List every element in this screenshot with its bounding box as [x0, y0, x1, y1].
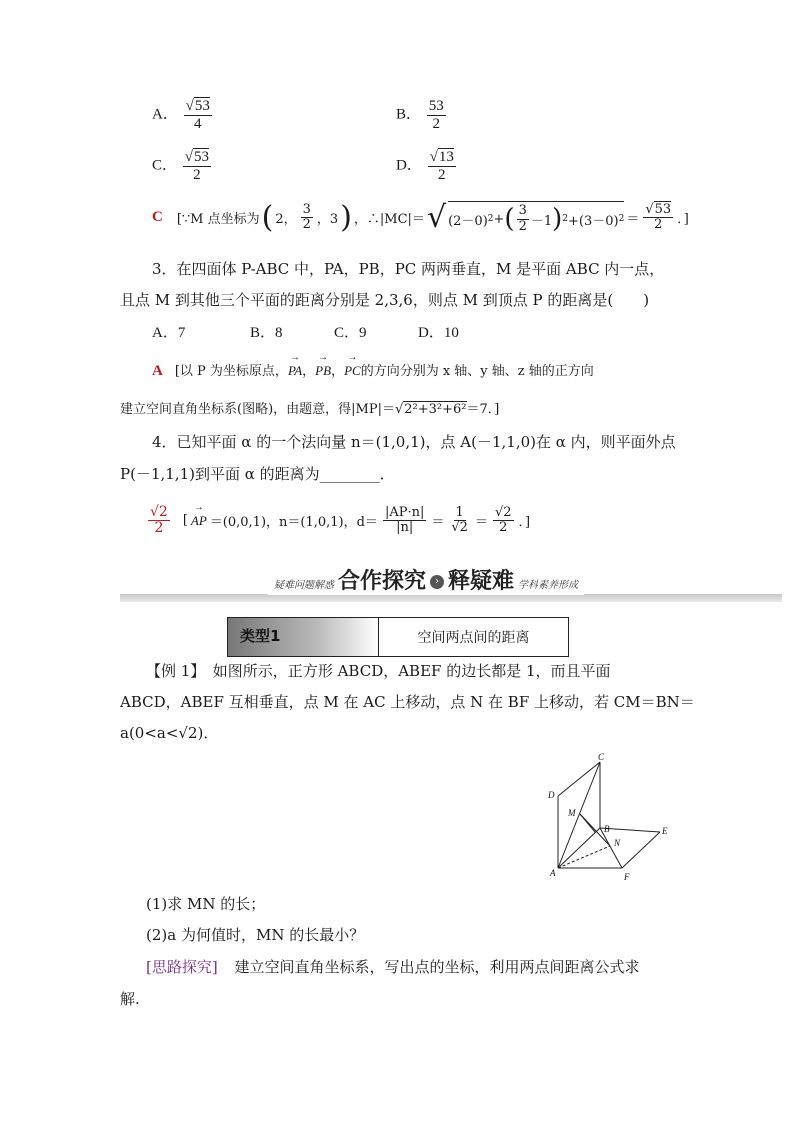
answer-4-eq1: ＝: [431, 515, 445, 531]
label-f: F: [624, 872, 630, 882]
answer-4-f2-num: 1: [455, 505, 464, 521]
banner-right-small: 学科素养形成: [518, 580, 579, 591]
choice-d-label: D．: [396, 157, 422, 174]
vector-pb: → PB: [315, 363, 331, 379]
answer-3-text1: [以 P 为坐标原点，: [174, 364, 288, 379]
edge-ab: [558, 828, 600, 868]
answer-4-f1-den: |n|: [396, 520, 414, 536]
choice-d-den: 2: [437, 166, 446, 183]
choice-c-den: 2: [193, 166, 201, 183]
label-b: B: [604, 824, 610, 834]
type-tag-label: 类型1: [240, 627, 281, 645]
part-1: (1)求 MN 的长；: [146, 895, 266, 913]
answer-4-f3-den: 2: [499, 520, 508, 536]
edge-fe: [622, 832, 660, 868]
vector-pa: → PA: [288, 363, 302, 379]
section-banner-rule: [120, 594, 782, 602]
answer-4-f2-den: √2: [451, 520, 468, 536]
answer-4-end: ．]: [518, 515, 531, 531]
answer-3-text4: ＝7．]: [466, 402, 500, 417]
choice-b: [396, 98, 448, 132]
banner-main1: 合作探究: [338, 569, 427, 594]
answer-2-text2: ，∴|MC|＝: [353, 212, 425, 227]
choice-b-label: B．: [396, 106, 422, 123]
answer-2-rad1: (2－0): [448, 213, 488, 229]
answer-2-end: ．]: [677, 212, 689, 227]
answer-4: [146, 505, 530, 537]
hint-tag: [思路探究]: [146, 958, 218, 976]
question-4-line1: 4．已知平面 α 的一个法向量 n＝(1,0,1)，点 A(－1,1,0)在 α 内，则平面外点: [152, 433, 676, 451]
answer-4-num: √2: [150, 504, 168, 520]
answer-2-coord-den: 2: [302, 217, 311, 232]
type-title: 空间两点间的距离: [417, 630, 530, 646]
answer-2-rad3: －1: [530, 213, 553, 229]
type-tag: [228, 618, 379, 656]
question-3-opt-a: A．7: [152, 325, 186, 341]
part-2: (2)a 为何值时，MN 的长最小？: [146, 926, 365, 944]
edge-ca: [558, 762, 600, 868]
choice-a-den: 4: [193, 115, 202, 132]
answer-2-coord-b: ，3: [316, 212, 339, 227]
hint-text1: 建立空间直角坐标系，写出点的坐标，利用两点间距离公式求: [234, 958, 640, 976]
question-3-opt-c: C．9: [334, 325, 367, 341]
label-c: C: [598, 752, 605, 762]
label-m: M: [568, 808, 576, 818]
answer-4-f1-num: |AP·n|: [384, 505, 425, 521]
answer-4-bracket: [: [182, 513, 188, 529]
choice-b-den: 2: [432, 115, 441, 132]
answer-2-coord-num: 3: [302, 201, 311, 217]
question-3-opt-d: D．10: [418, 325, 459, 341]
answer-3-line1: A [以 P 为坐标原点，→ PA，→ PB，→ PC的方向分别为 x 轴、y 轴、z 轴的正方向: [152, 360, 594, 380]
answer-3-line2: 建立空间直角坐标系(图略)，由题意，得|MP|＝√2²+3²+6²＝7．]: [120, 402, 500, 417]
answer-2-rad2: +: [493, 211, 505, 227]
choice-b-num: 53: [428, 98, 444, 114]
choice-c: [152, 149, 213, 183]
choice-d-num: 13: [438, 149, 454, 165]
answer-4-text: ＝(0,0,1)，n＝(1,0,1)，d＝: [209, 515, 378, 531]
choice-c-label: C．: [152, 157, 178, 174]
hint-line2: 解.: [120, 990, 140, 1008]
question-3-line1: 3．在四面体 P-ABC 中，PA，PB，PC 两两垂直，M 是平面 ABC 内一点，: [152, 260, 665, 278]
answer-2-radicand: (2－0) 2 + ( $\frac{3}{2}$ －1 ) 2 +(3－0) 2: [448, 201, 624, 234]
example-1-line1: 【例 1】 如图所示，正方形 ABCD，ABEF 的边长都是 1，而且平面: [146, 662, 611, 680]
cube-figure: [540, 752, 680, 882]
choice-a-num: 53: [194, 98, 210, 114]
answer-2-coord-a: 2，: [275, 212, 297, 227]
edge-bf: [600, 828, 622, 868]
choice-c-frac: $\frac{√53}{2}$: [184, 149, 209, 183]
answer-4-f3-num: √2: [494, 505, 512, 521]
label-d: D: [548, 790, 555, 800]
banner-arrow-icon: ›: [430, 575, 444, 589]
answer-2-res-num: 53: [654, 201, 672, 217]
type-box: [227, 617, 569, 657]
answer-4-den: 2: [154, 520, 164, 537]
choice-d: [396, 149, 458, 183]
answer-3-radicand: 2²+3²+6²: [404, 402, 467, 417]
section-banner: [268, 564, 584, 595]
hint-line1: [146, 956, 640, 977]
example-1-line2: ABCD，ABEF 互相垂直，点 M 在 AC 上移动，点 N 在 BF 上移动，若 CM＝BN＝: [120, 693, 695, 711]
choice-b-frac: [427, 98, 446, 132]
vector-pc: → PC: [344, 363, 361, 379]
choice-a: [152, 98, 214, 132]
answer-2-letter: C: [152, 209, 163, 225]
vector-ap: → AP: [191, 513, 207, 529]
choice-d-frac: $\frac{√13}{2}$: [429, 149, 454, 183]
answer-2-rad-num: 3: [518, 203, 527, 219]
answer-2-rad-den: 2: [518, 218, 527, 234]
segment-m-aux: [580, 814, 595, 832]
question-3-opt-b: B．8: [250, 325, 283, 341]
answer-2: C [∵M 点坐标为 ( 2， $\frac{3}{2}$ ，3 ) ，∴|MC|＝ √ (2－0) 2 + ( $\frac{3}{2}$ －1 ) 2 +(3－0) 2 ＝ $\frac{√53}{2}$ ．]: [152, 200, 689, 235]
answer-2-text1: [∵M 点坐标为: [176, 212, 260, 227]
banner-main2: 释疑难: [448, 569, 515, 594]
answer-3-text2: 的方向分别为 x 轴、y 轴、z 轴的正方向: [360, 364, 594, 379]
label-n: N: [614, 838, 621, 848]
answer-2-rad4: +(3－0): [568, 213, 619, 229]
answer-4-eq2: ＝: [474, 515, 488, 531]
example-1-line3: a(0<a<√2)．: [120, 724, 219, 742]
answer-3-text3: 建立空间直角坐标系(图略)，由题意，得|MP|＝: [120, 402, 395, 417]
choice-c-num: 53: [194, 149, 209, 165]
banner-left-small: 疑难问题解惑: [274, 580, 334, 591]
label-a: A: [550, 868, 556, 878]
question-4-line2: P(－1,1,1)到平面 α 的距离为________．: [120, 465, 395, 483]
choice-a-frac: $\frac{√53}{4}$: [185, 98, 210, 132]
label-e: E: [662, 826, 668, 836]
answer-2-res-den: 2: [654, 217, 663, 232]
choice-a-label: A．: [152, 106, 178, 123]
answer-3-letter: A: [152, 363, 163, 379]
question-3-line2: 且点 M 到其他三个平面的距离分别是 2,3,6，则点 M 到顶点 P 的距离是( ): [120, 291, 650, 309]
